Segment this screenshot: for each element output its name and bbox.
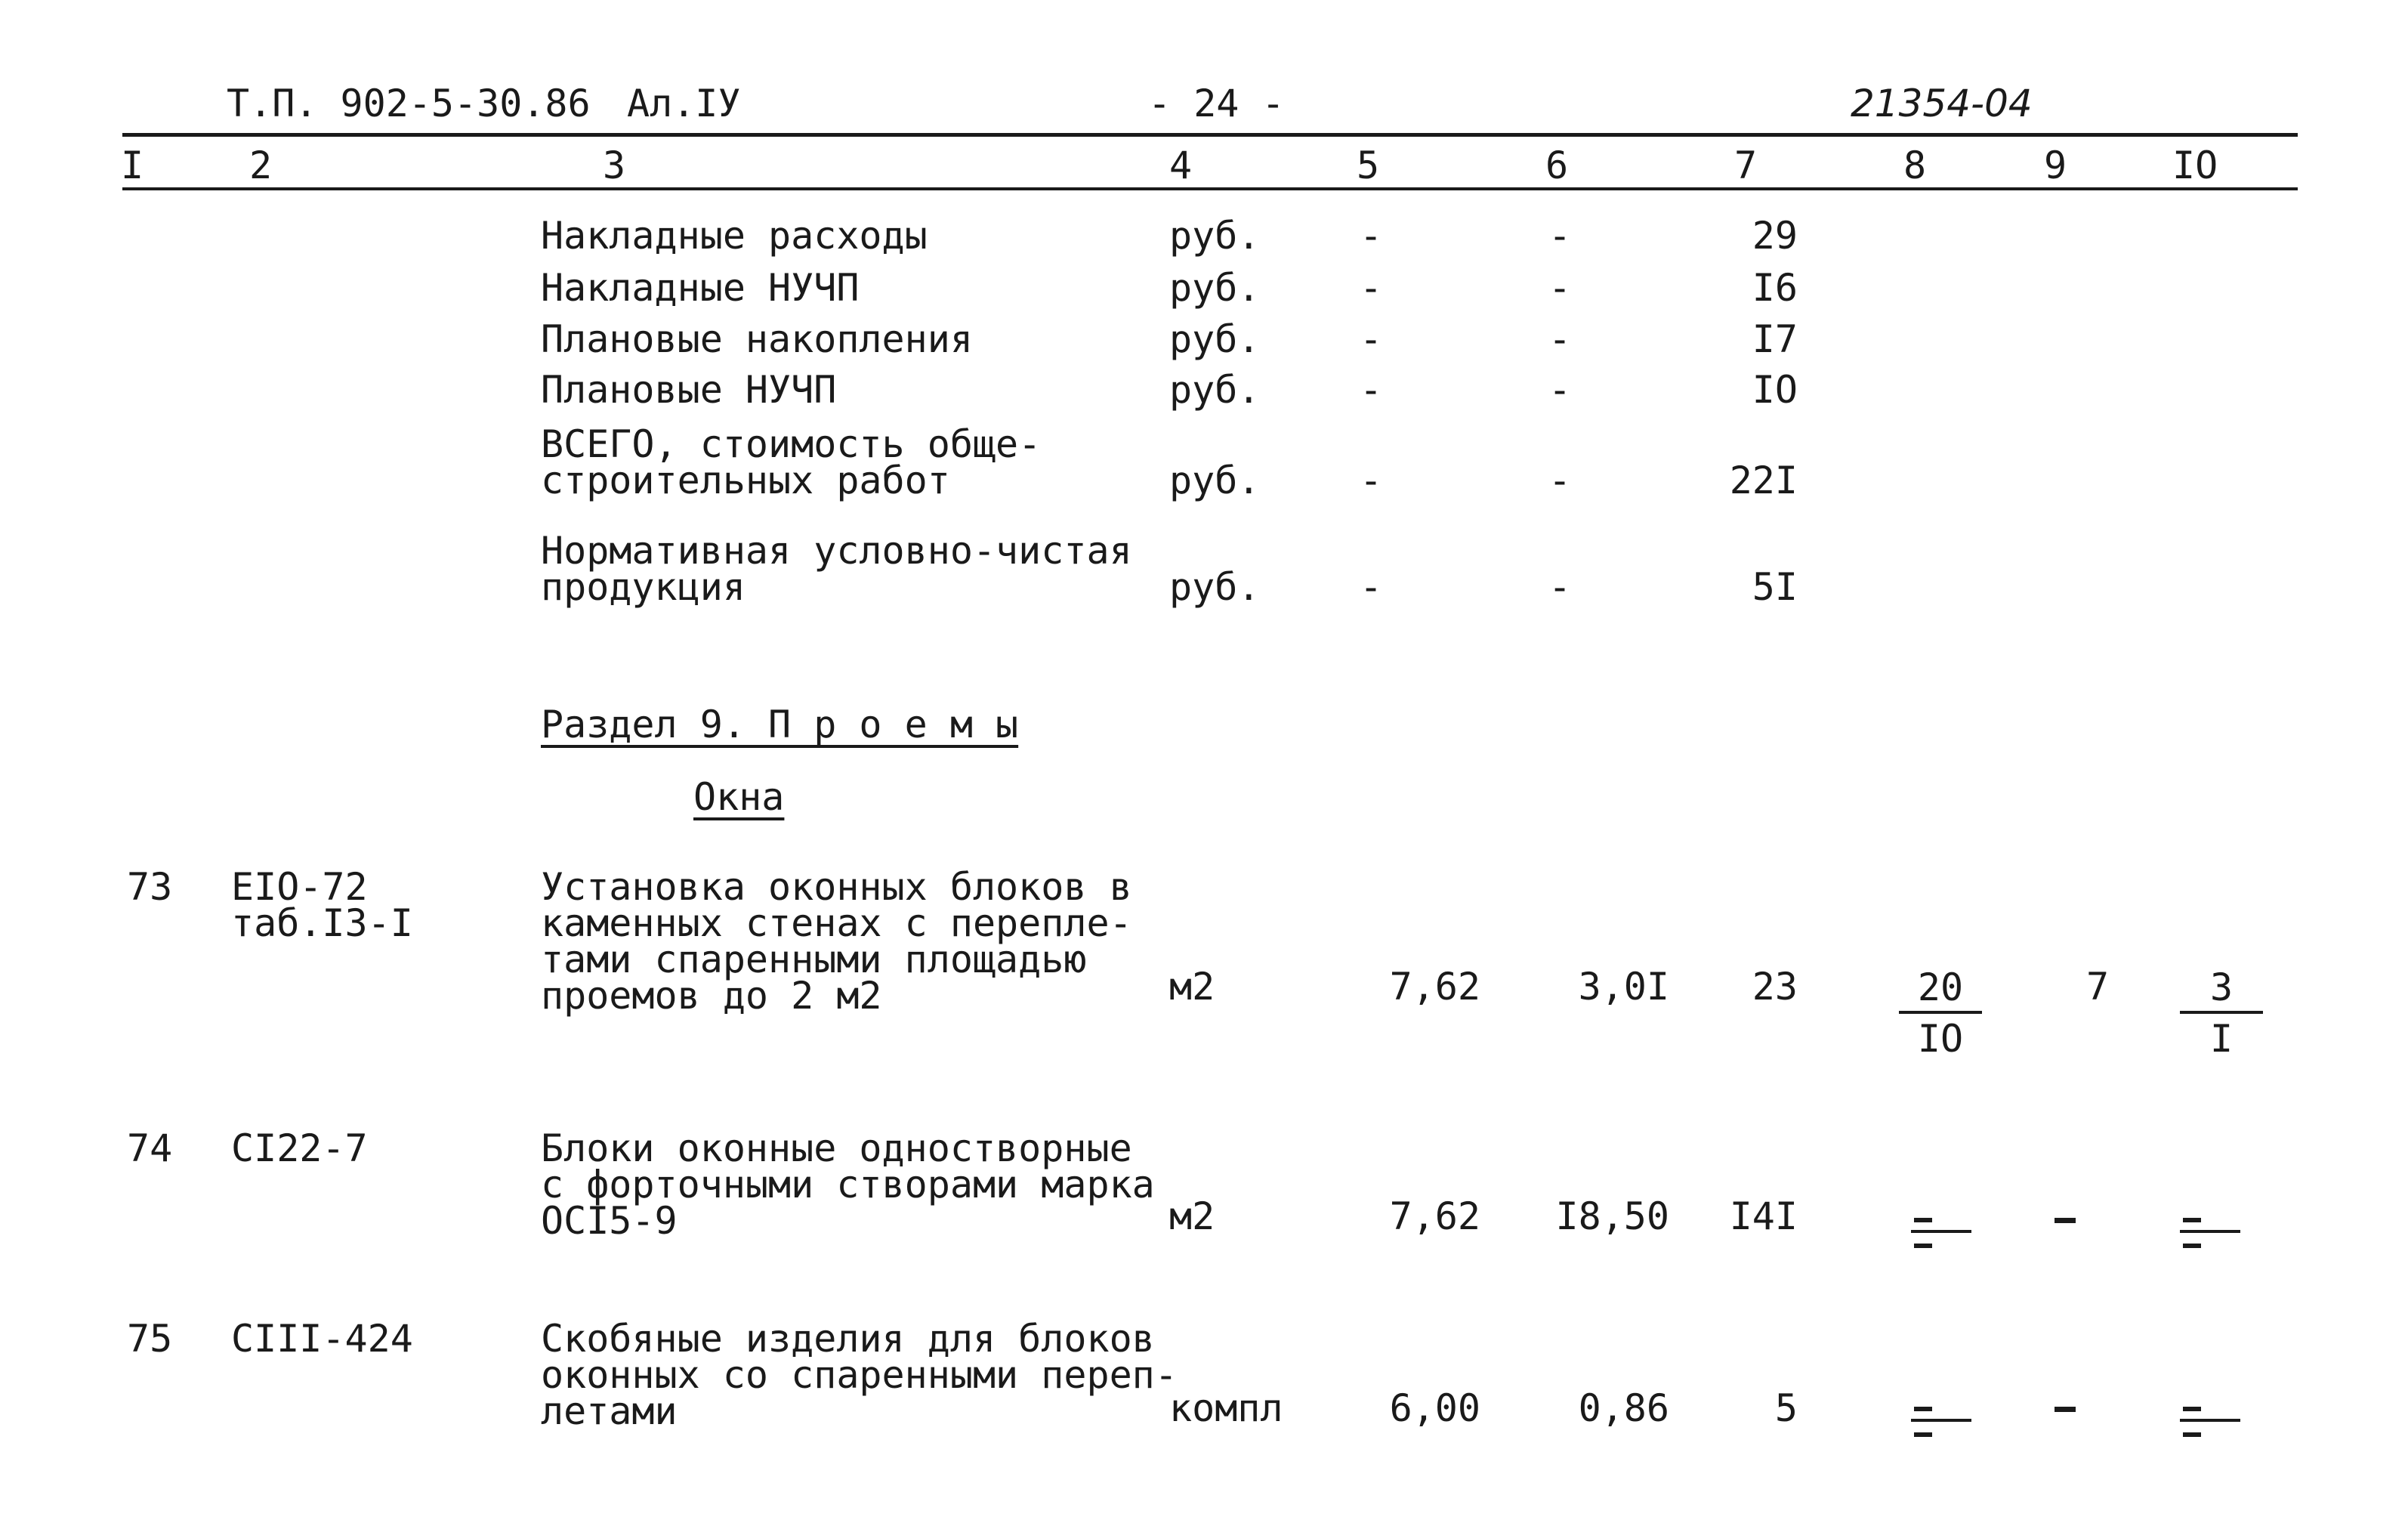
row-name: Нормативная условно-чистая продукция (541, 529, 1132, 609)
row-number: 74 (127, 1126, 173, 1170)
row-name: Скобяные изделия для блоков оконных со спаренными переп- летами (541, 1317, 1178, 1433)
row-col5: - (1360, 565, 1383, 609)
row-col6: 0,86 (1578, 1386, 1669, 1430)
row-col6: - (1548, 214, 1572, 258)
row-col7: IO (1752, 368, 1798, 412)
row-unit: компл (1169, 1386, 1283, 1430)
row-unit: руб. (1169, 565, 1261, 609)
fraction-denominator: IO (1917, 1017, 1964, 1061)
column-number: 3 (603, 144, 626, 187)
row-col7: 29 (1752, 214, 1798, 258)
row-col6: - (1548, 266, 1572, 310)
column-number: 8 (1903, 144, 1927, 187)
fraction-bar (2180, 1011, 2263, 1014)
row-col6: I8,50 (1555, 1194, 1669, 1238)
row-col9-dash (2055, 1407, 2076, 1412)
row-col5: - (1360, 214, 1383, 258)
row-unit: м2 (1169, 1194, 1215, 1238)
section-title: Раздел 9. П р о е м ы (541, 703, 1019, 746)
album-number: Ал.IУ (627, 82, 741, 125)
row-col5: 7,62 (1389, 965, 1480, 1009)
row-col7: I7 (1752, 317, 1798, 361)
row-col7: 22I (1729, 459, 1798, 502)
page-number: - 24 - (1148, 82, 1285, 125)
fraction-numerator: 20 (1917, 966, 1964, 1009)
section-subtitle: Окна (693, 775, 785, 819)
row-code: CI22-7 (231, 1126, 368, 1170)
row-unit: м2 (1169, 965, 1215, 1009)
column-number: 9 (2044, 144, 2067, 187)
column-number: I (121, 144, 144, 187)
row-unit: руб. (1169, 317, 1261, 361)
row-col5: 6,00 (1389, 1386, 1480, 1430)
row-col6: - (1548, 565, 1572, 609)
header-bottom-rule (122, 187, 2298, 190)
row-col6: 3,0I (1578, 965, 1669, 1009)
column-number: 2 (249, 144, 273, 187)
row-col7: 23 (1752, 965, 1798, 1009)
row-col5: 7,62 (1389, 1194, 1480, 1238)
row-unit: руб. (1169, 266, 1261, 310)
document-code: 21354-04 (1851, 82, 2033, 125)
row-col5: - (1360, 317, 1383, 361)
project-number: Т.П. 902-5-30.86 (227, 82, 591, 125)
fraction-col10 (2180, 966, 2263, 1061)
row-unit: руб. (1169, 368, 1261, 412)
column-number: 6 (1545, 144, 1569, 187)
fraction-bar (1899, 1011, 1982, 1014)
row-col7: 5I (1752, 565, 1798, 609)
row-name: ВСЕГО, стоимость обще- строительных работ (541, 422, 1042, 502)
column-number: 7 (1734, 144, 1758, 187)
row-col7: I4I (1729, 1194, 1798, 1238)
row-name: Блоки оконные одностворные с форточными створами марка ОСI5-9 (541, 1126, 1155, 1243)
row-name: Плановые накопления (541, 317, 973, 361)
row-unit: руб. (1169, 214, 1261, 258)
row-number: 75 (127, 1317, 173, 1361)
row-number: 73 (127, 865, 173, 909)
row-col6: - (1548, 459, 1572, 502)
row-col9-dash (2055, 1218, 2076, 1223)
row-col5: - (1360, 459, 1383, 502)
row-col5: - (1360, 368, 1383, 412)
row-name: Накладные расходы (541, 214, 928, 258)
row-col6: - (1548, 368, 1572, 412)
row-name: Накладные НУЧП (541, 266, 860, 310)
row-code: EIO-72 таб.I3-I (231, 865, 413, 945)
row-col5: - (1360, 266, 1383, 310)
fraction-numerator: 3 (2209, 966, 2234, 1009)
row-name: Плановые НУЧП (541, 368, 837, 412)
fraction-col8 (1899, 966, 1982, 1061)
row-code: CIII-424 (231, 1317, 413, 1361)
row-col9: 7 (2086, 965, 2110, 1009)
fraction-denominator: I (2209, 1017, 2234, 1061)
row-col6: - (1548, 317, 1572, 361)
row-name: Установка оконных блоков в каменных стенах с перепле- тами спаренными площадью проемов до 2 м2 (541, 865, 1132, 1018)
row-unit: руб. (1169, 459, 1261, 502)
column-number: IO (2172, 144, 2218, 187)
row-col7: 5 (1774, 1386, 1798, 1430)
row-col7: I6 (1752, 266, 1798, 310)
column-number: 5 (1357, 144, 1380, 187)
header-top-rule (122, 133, 2298, 137)
column-number: 4 (1169, 144, 1193, 187)
